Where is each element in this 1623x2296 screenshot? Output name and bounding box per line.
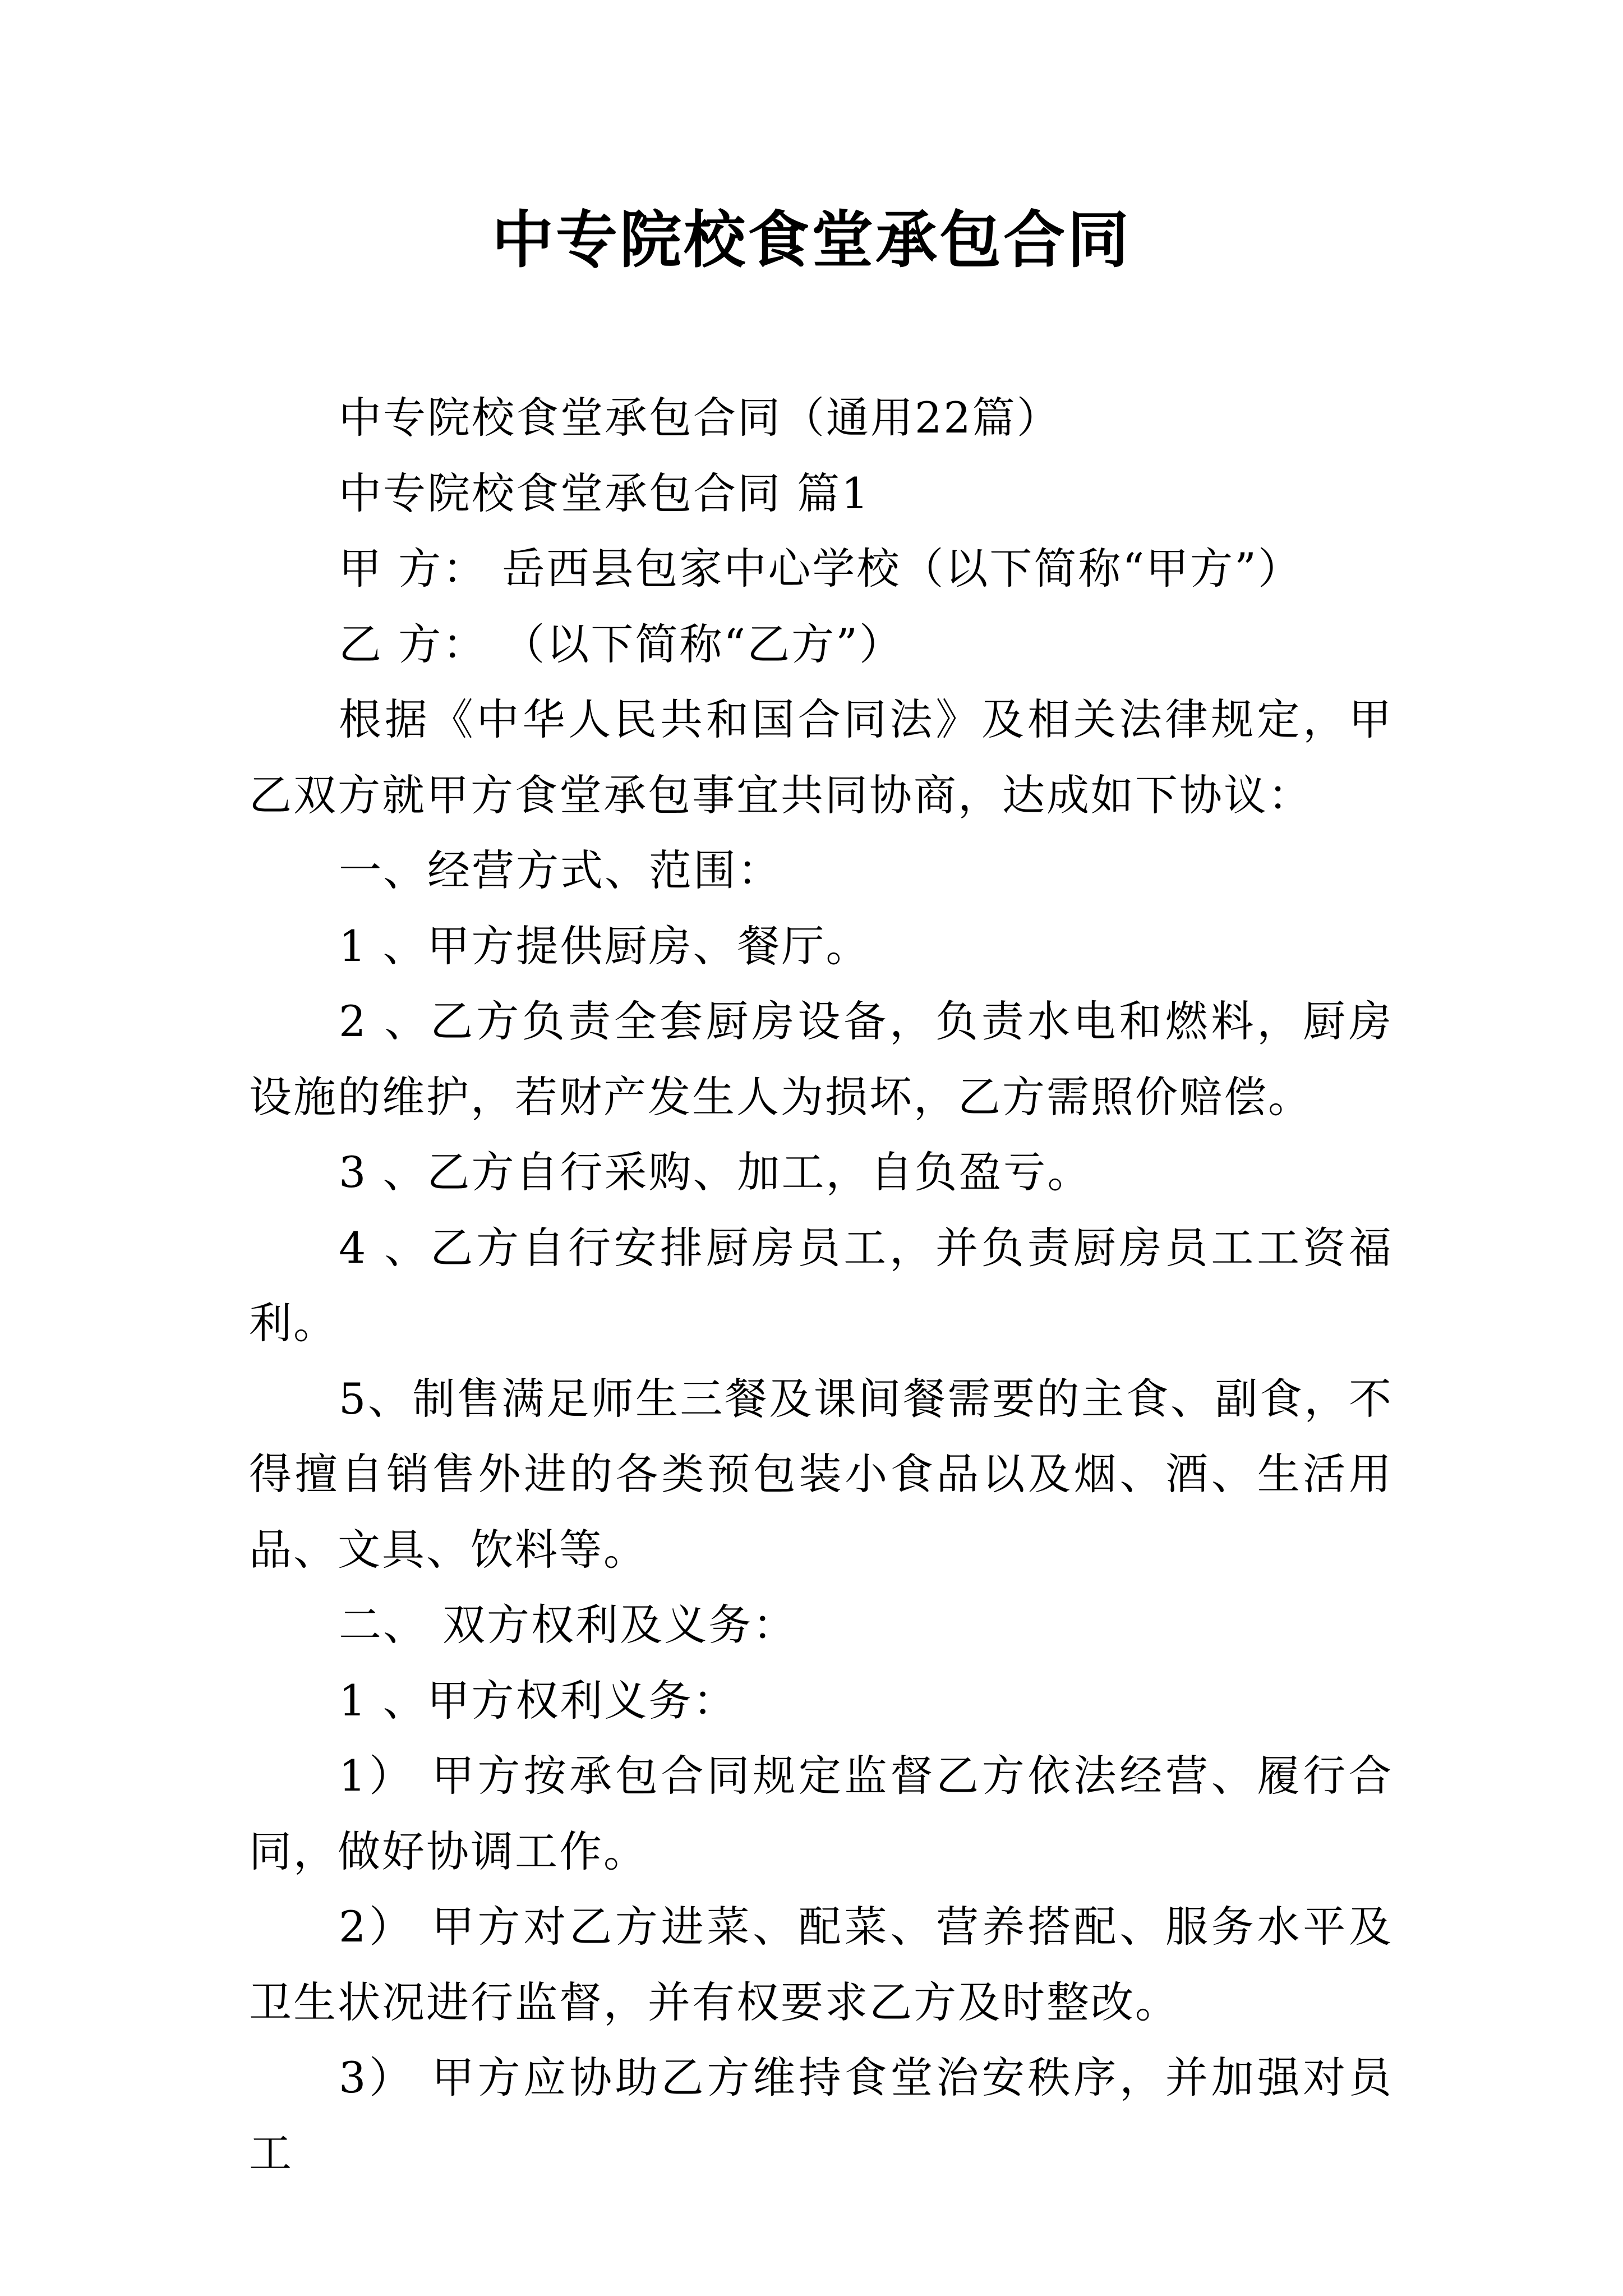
clause-1-2: 2 、乙方负责全套厨房设备，负责水电和燃料，厨房设施的维护，若财产发生人为损坏，乙方需照价赔偿。 <box>249 996 1393 1122</box>
paragraph-party-a: 甲 方： 岳西县包家中心学校（以下简称“甲方”） <box>339 544 1303 593</box>
paragraph-party-b: 乙 方： （以下简称“乙方”） <box>339 619 904 669</box>
section-heading-rights: 二、 双方权利及义务： <box>339 1600 797 1650</box>
clause-2-1-1: 1） 甲方按承包合同规定监督乙方依法经营、履行合同，做好协调工作。 <box>249 1751 1393 1876</box>
paragraph-collection-title: 中专院校食堂承包合同（通用22篇） <box>339 393 1061 443</box>
paragraph-article-heading: 中专院校食堂承包合同 篇1 <box>339 468 870 518</box>
document-title: 中专院校食堂承包合同 <box>492 204 1131 276</box>
paragraph-preamble: 根据《中华人民共和国合同法》及相关法律规定，甲乙双方就甲方食堂承包事宜共同协商，达成如下协议： <box>249 694 1393 820</box>
clause-1-5: 5、制售满足师生三餐及课间餐需要的主食、副食，不得擅自销售外进的各类预包装小食品以及烟、酒、生活用品、文具、饮料等。 <box>249 1373 1393 1575</box>
document-body <box>249 380 1393 2191</box>
clause-1-1: 1 、甲方提供厨房、餐厅。 <box>339 921 870 971</box>
clause-1-4: 4 、乙方自行安排厨房员工，并负责厨房员工工资福利。 <box>249 1222 1393 1348</box>
clause-1-3: 3 、乙方自行采购、加工，自负盈亏。 <box>339 1147 1092 1197</box>
clause-2-1-2: 2） 甲方对乙方进菜、配菜、营养搭配、服务水平及卫生状况进行监督，并有权要求乙方及时整改。 <box>249 1902 1393 2027</box>
section-heading-operation: 一、经营方式、范围： <box>339 845 782 895</box>
subsection-heading-party-a: 1 、甲方权利义务： <box>339 1675 737 1726</box>
clause-2-1-3: 3） 甲方应协助乙方维持食堂治安秩序，并加强对员工 <box>249 2053 1393 2178</box>
